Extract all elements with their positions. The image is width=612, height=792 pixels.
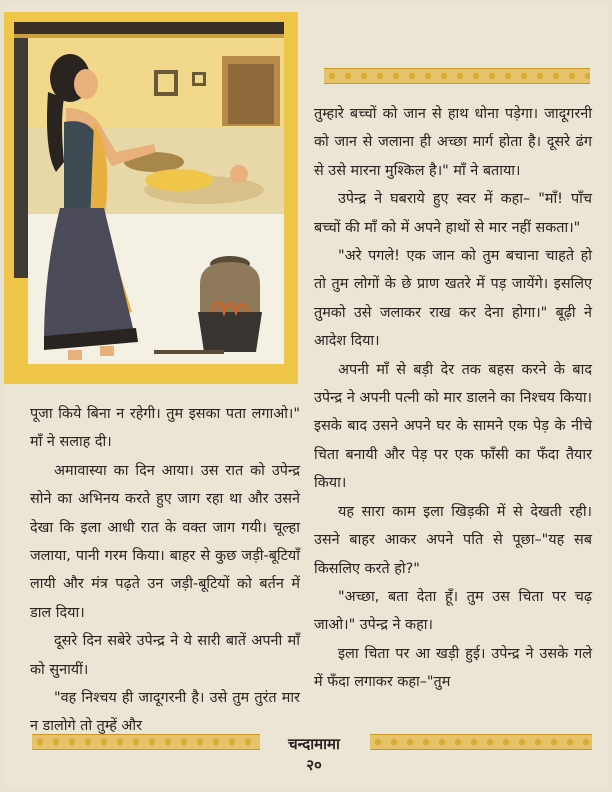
magazine-name: चन्दामामा	[288, 735, 340, 753]
story-illustration	[4, 12, 298, 384]
paragraph: "वह निश्चय ही जादूगरनी है। उसे तुम तुरंत मार न डालोगे तो तुम्हें और	[30, 690, 300, 735]
paragraph: "अरे पगले! एक जान को तुम बचाना चाहते हो तो तुम लोगों के छे प्राण खतरे में पड़ जायेंगे। इसलिए तुमको उसे जलाकर राख कर देना होगा।" बूढ़ी ने आदेश दिया।	[314, 248, 592, 350]
paragraph: इला चिता पर आ खड़ी हुई। उपेन्द्र ने उसके गले में फँदा लगाकर कहा–"तुम	[314, 645, 592, 691]
paragraph: पूजा किये बिना न रहेगी। तुम इसका पता लगाओ।" माँ ने सलाह दी।	[30, 406, 300, 451]
paragraph: उपेन्द्र ने घबराये हुए स्वर में कहा– "माँ! पाँच बच्चों की माँ को में अपने हाथों से मार नहीं सकता।"	[314, 191, 592, 236]
right-column-text	[314, 100, 592, 697]
paragraph: "अच्छा, बता देता हूँ। तुम उस चिता पर चढ़ जाओ।" उपेन्द्र ने कहा।	[314, 588, 592, 634]
paragraph: यह सारा काम इला खिड़की में से देखती रही। उसने बाहर आकर अपने पति से पूछा–"यह सब किसलिए करते हो?"	[314, 503, 592, 577]
decorative-border-top	[324, 68, 590, 84]
decorative-border-footer-right	[370, 734, 592, 750]
woman-cooking-pot-illustration-icon	[4, 12, 298, 384]
paragraph: दूसरे दिन सबेरे उपेन्द्र ने ये सारी बातें अपनी माँ को सुनायीं।	[30, 633, 300, 678]
paragraph: अमावास्या का दिन आया। उस रात को उपेन्द्र सोने का अभिनय करते हुए जाग रहा था और उसने देखा कि इला आधी रात के वक्त जाग गयी। चूल्हा जलाया, पानी गरम किया। बाहर से कुछ जड़ी-बूटियाँ लायी और मंत्र पढ़ते उन जड़ी-बूटियों को बर्तन में डाल दिया।	[30, 462, 300, 621]
magazine-page	[4, 4, 608, 788]
decorative-border-footer-left	[32, 734, 260, 750]
paragraph: तुम्हारे बच्चों को जान से हाथ धोना पड़ेगा। जादूगरनी को जान से जलाना ही अच्छा मार्ग होता है। दूसरे ढंग से उसे मारना मुश्किल है।" माँ ने बताया।	[314, 106, 592, 179]
paragraph: अपनी माँ से बड़ी देर तक बहस करने के बाद उपेन्द्र ने अपनी पत्नी को मार डालने का निश्चय किया। इसके बाद उसने अपने घर के सामने एक पेड़ के नीचे चिता बनायी और पेड़ पर एक फाँसी का फँदा तैयार किया।	[314, 361, 592, 492]
left-column-text	[30, 400, 300, 741]
page-number: २०	[306, 756, 322, 774]
